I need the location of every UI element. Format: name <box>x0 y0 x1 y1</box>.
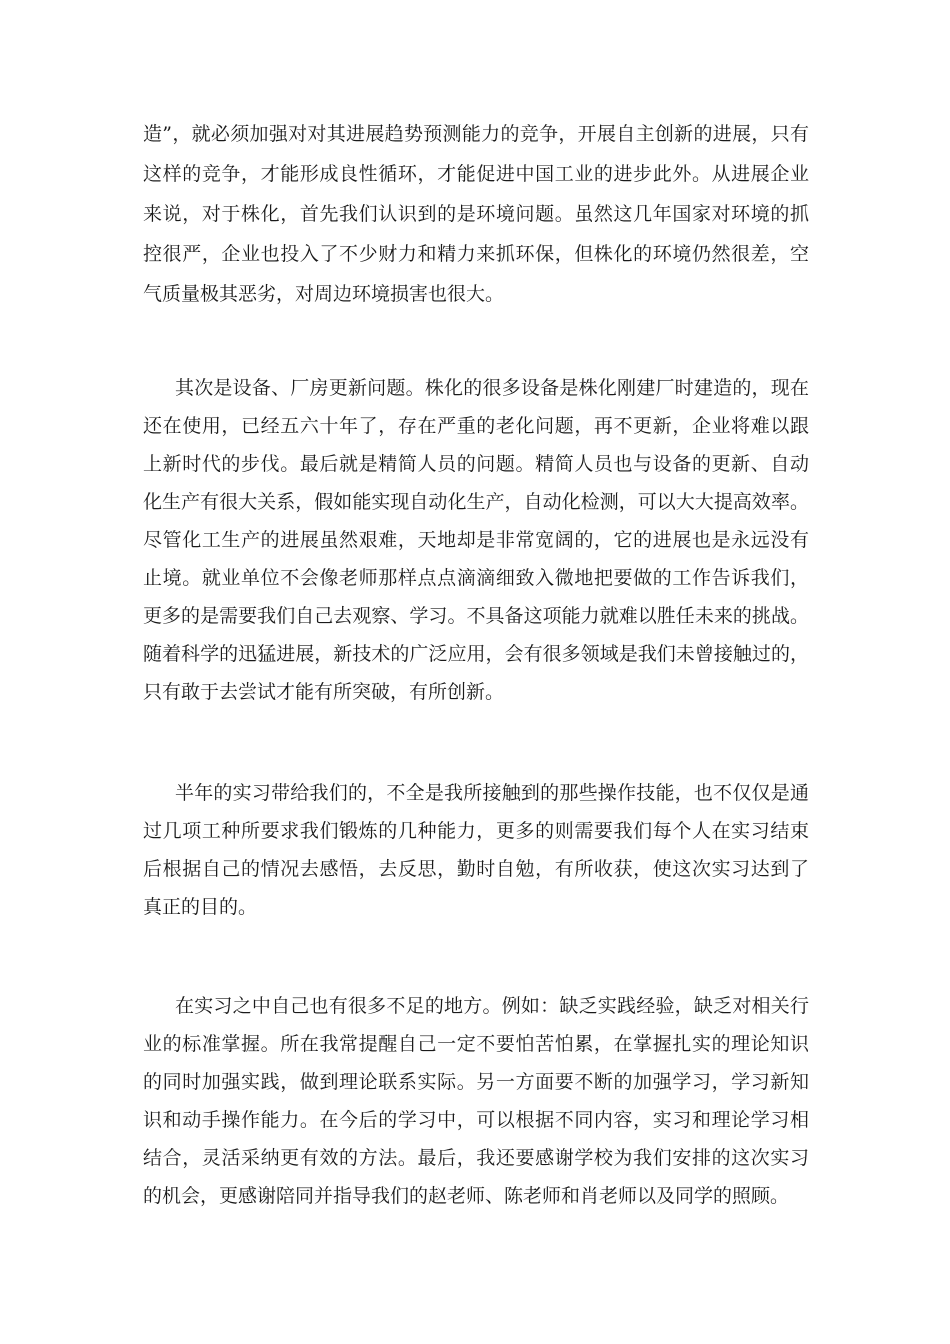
paragraph-line: 来说，对于株化，首先我们认识到的是环境问题。虽然这几年国家对环境的抓 <box>143 203 809 225</box>
paragraph-line: 在实习之中自己也有很多不足的地方。例如：缺乏实践经验，缺乏对相关行 <box>175 995 809 1017</box>
paragraph-line: 气质量极其恶劣，对周边环境损害也很大。 <box>143 283 505 305</box>
paragraph-line: 其次是设备、厂房更新问题。株化的很多设备是株化刚建厂时建造的，现在 <box>175 377 809 399</box>
paragraph-line: 业的标准掌握。所在我常提醒自己一定不要怕苦怕累，在掌握扎实的理论知识 <box>143 1033 809 1055</box>
paragraph-line: 止境。就业单位不会像老师那样点点滴滴细致入微地把要做的工作告诉我们， <box>143 567 809 589</box>
paragraph-line: 的机会，更感谢陪同并指导我们的赵老师、陈老师和肖老师以及同学的照顾。 <box>143 1185 790 1207</box>
paragraph-line: 更多的是需要我们自己去观察、学习。不具备这项能力就难以胜任未来的挑战。 <box>143 605 809 627</box>
paragraph-line: 真正的目的。 <box>143 896 258 918</box>
paragraph-line: 半年的实习带给我们的，不全是我所接触到的那些操作技能，也不仅仅是通 <box>175 782 809 804</box>
paragraph-line: 还在使用，已经五六十年了，存在严重的老化问题，再不更新，企业将难以跟 <box>143 415 809 437</box>
paragraph-line: 随着科学的迅猛进展，新技术的广泛应用，会有很多领域是我们未曾接触过的， <box>143 643 809 665</box>
paragraph-line: 这样的竞争，才能形成良性循环，才能促进中国工业的进步此外。从进展企业 <box>143 163 809 185</box>
paragraph-line: 识和动手操作能力。在今后的学习中，可以根据不同内容，实习和理论学习相 <box>143 1109 809 1131</box>
paragraph-line: 控很严，企业也投入了不少财力和精力来抓环保，但株化的环境仍然很差，空 <box>143 243 809 265</box>
paragraph-line: 后根据自己的情况去感悟，去反思，勤时自勉，有所收获，使这次实习达到了 <box>143 858 809 880</box>
paragraph-line: 结合，灵活采纳更有效的方法。最后，我还要感谢学校为我们安排的这次实习 <box>143 1147 809 1169</box>
paragraph-line: 过几项工种所要求我们锻炼的几种能力，更多的则需要我们每个人在实习结束 <box>143 820 809 842</box>
paragraph-line: 尽管化工生产的进展虽然艰难，天地却是非常宽阔的，它的进展也是永远没有 <box>143 529 809 551</box>
paragraph-line: 化生产有很大关系，假如能实现自动化生产，自动化检测，可以大大提高效率。 <box>143 491 809 513</box>
paragraph-line: 上新时代的步伐。最后就是精简人员的问题。精简人员也与设备的更新、自动 <box>143 453 809 475</box>
paragraph-line: 只有敢于去尝试才能有所突破，有所创新。 <box>143 681 505 703</box>
paragraph-line: 的同时加强实践，做到理论联系实际。另一方面要不断的加强学习，学习新知 <box>143 1071 809 1093</box>
paragraph-line: 造”，就必须加强对对其进展趋势预测能力的竞争，开展自主创新的进展，只有 <box>143 123 809 145</box>
